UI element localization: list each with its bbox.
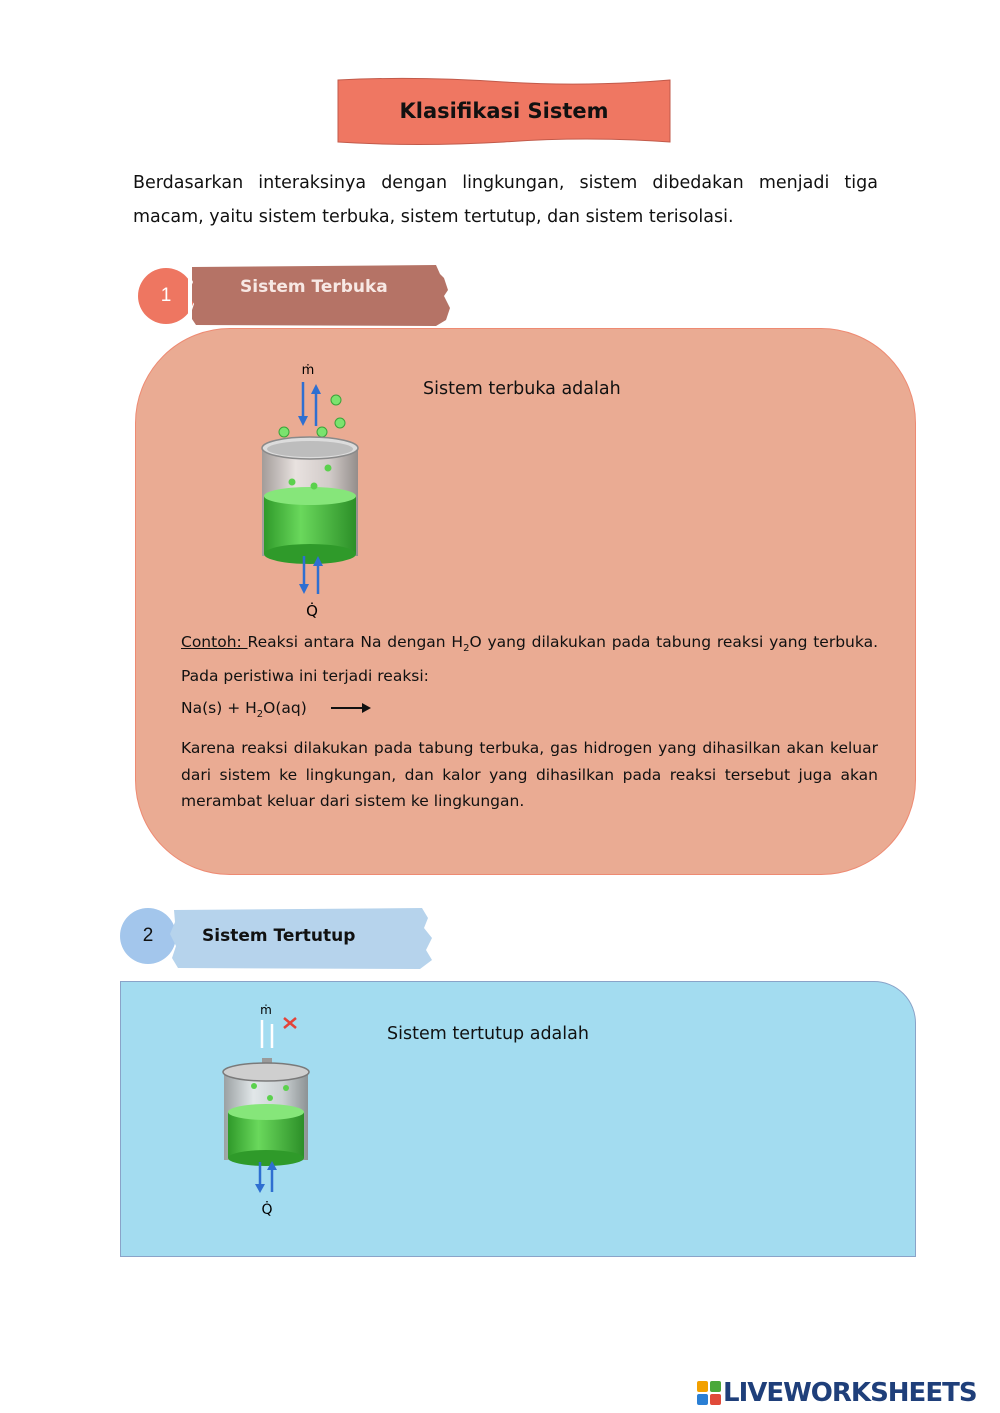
mass-flow-label: ṁ [260, 1003, 272, 1017]
reaction-equation [181, 695, 307, 728]
brand-footer[interactable] [697, 1376, 977, 1410]
blocked-x-icon [284, 1018, 296, 1028]
section-1-definition-prompt: Sistem terbuka adalah [423, 379, 621, 399]
example-label: Contoh: [181, 633, 248, 651]
open-beaker-illustration [252, 356, 372, 622]
reaction-left-a: Na(s) + H [181, 699, 257, 717]
reaction-left-b: O(aq) [263, 699, 307, 717]
mass-flow-label: ṁ [301, 363, 315, 378]
section-2-number-badge: 2 [120, 908, 176, 964]
section-1-heading: Sistem Terbuka [240, 277, 388, 297]
example-subscript: 2 [463, 643, 470, 655]
section-1-number-badge: 1 [138, 268, 194, 324]
intro-paragraph: Berdasarkan interaksinya dengan lingkungan, sistem dibedakan menjadi tiga macam, yaitu sistem terbuka, sistem tertutup, dan sistem terisolasi. [133, 173, 878, 227]
brand-wordmark: LIVEWORKSHEETS [723, 1378, 977, 1408]
heat-flow-label: Q̇ [306, 602, 318, 620]
explanation-paragraph: Karena reaksi dilakukan pada tabung terbuka, gas hidrogen yang dihasilkan akan keluar dari sistem ke lingkungan, dan kalor yang dihasilkan pada reaksi tersebut juga akan merambat keluar dari sistem ke lingkungan. [181, 739, 878, 810]
example-text-a: Reaksi antara Na dengan H [247, 633, 464, 651]
closed-beaker-illustration [210, 996, 320, 1222]
heat-flow-label: Q̇ [261, 1202, 273, 1218]
liveworksheets-logo-icon [697, 1381, 721, 1405]
example-text-b: O yang dilakukan pada tabung reaksi yang terbuka. Pada peristiwa ini terjadi reaksi: [181, 633, 878, 685]
section-2-definition-prompt: Sistem tertutup adalah [387, 1024, 589, 1044]
section-2-heading: Sistem Tertutup [202, 926, 356, 946]
example-paragraph [181, 629, 878, 689]
title-banner [336, 76, 672, 146]
page-title: Klasifikasi Sistem [399, 99, 609, 123]
reaction-arrow-icon [330, 700, 372, 716]
reaction-subscript: 2 [256, 709, 264, 721]
